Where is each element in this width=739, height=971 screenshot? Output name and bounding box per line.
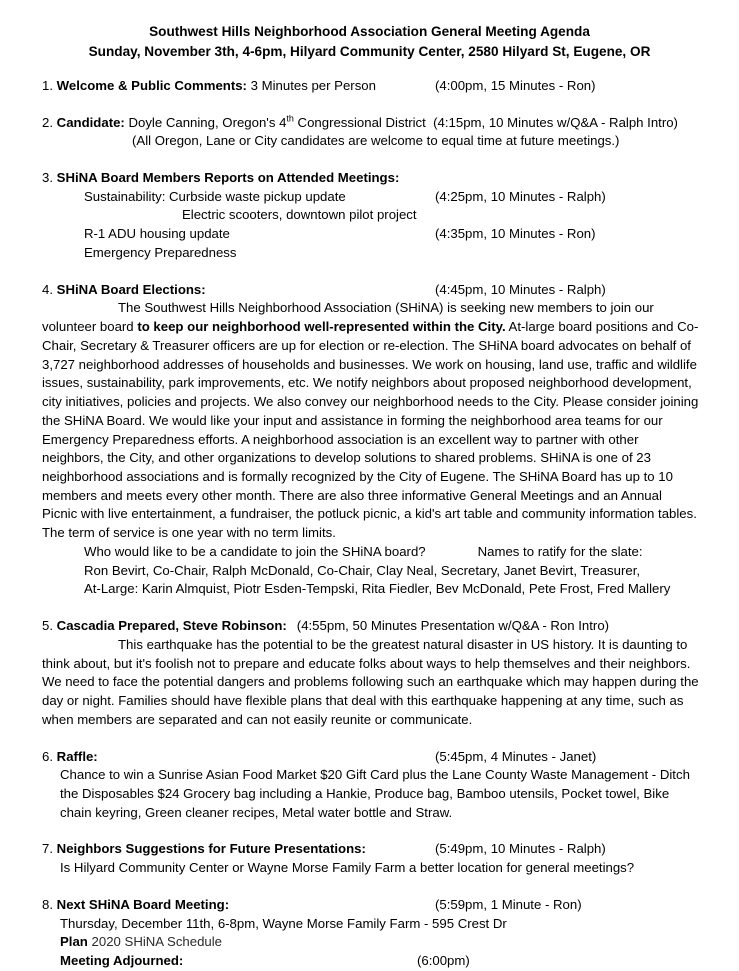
item-6-number: 6. bbox=[42, 748, 53, 764]
item-4-para-part2: At-large board positions and Co-Chair, Secretary & Treasurer officers are up for election or re-election. The SHiNA board advocates on behalf of 3,727 neighborhood addresses of households and businesses. We work on housing, land use, traffic and wildlife issues, sustainability, park improvements, etc. We notify neighbors about proposed neighborhood development, city initiatives, policies and projects. We also convey our neighborhood needs to the City. Please consider joining the SHiNA Board. We would like your input and assistance in forming the neighborhood area teams for our Emergency Preparedness efforts. A neighborhood association is an excellent way to partner with other neighbors, the City, and other organizations to develop solutions to shared problems. SHiNA is one of 23 neighborhood associations and is formally recognized by the City of Eugene. The SHiNA Board has up to 10 members and meets every other month. There are also three informative General Meetings and an Annual Picnic with live entertainment, a fundraiser, the potluck picnic, a kid's art table and community information tables. The term of service is one year with no term limits. bbox=[42, 319, 699, 541]
item-3-number: 3. bbox=[42, 169, 53, 185]
title-line-1: Southwest Hills Neighborhood Association General Meeting Agenda bbox=[149, 24, 590, 39]
item-4-time: (4:45pm, 10 Minutes - Ralph) bbox=[435, 281, 606, 297]
item-2-superscript: th bbox=[286, 113, 294, 124]
item-1-time: (4:00pm, 15 Minutes - Ron) bbox=[435, 77, 596, 93]
item-2-rest-a: Doyle Canning, Oregon's 4 bbox=[124, 114, 287, 130]
item-7-number: 7. bbox=[42, 841, 53, 857]
item-5-number: 5. bbox=[42, 618, 53, 634]
item-2-number: 2. bbox=[42, 114, 53, 130]
agenda-item-1 bbox=[42, 77, 699, 96]
item-4-slate-prompt: Names to ratify for the slate: bbox=[477, 543, 643, 559]
item-2-time: (4:15pm, 10 Minutes w/Q&A - Ralph Intro) bbox=[433, 114, 678, 130]
item-6-paragraph: Chance to win a Sunrise Asian Food Market $20 Gift Card plus the Lane County Waste Management - Ditch the Disposables $24 Grocery bag including a Hankie, Produce bag, Bamboo utensils, Pocket towel, Bike chain keyring, Green cleaner recipes, Metal water bottle and Straw. bbox=[60, 767, 690, 820]
item-3-heading bbox=[42, 169, 699, 188]
item-2-rest-b: Congressional District bbox=[293, 114, 426, 130]
item-1-heading bbox=[42, 77, 699, 96]
item-4-para-part1: The Southwest Hills Neighborhood Association (SHiNA) is seeking new members to join our volunteer board bbox=[42, 300, 654, 335]
item-8-plan-label: Plan bbox=[60, 934, 88, 950]
item-3-line-1 bbox=[42, 188, 699, 207]
item-4-slate-line-2: At-Large: Karin Almquist, Piotr Esden-Tempski, Rita Fiedler, Bev McDonald, Pete Frost, Fred Mallery bbox=[84, 581, 671, 597]
item-1-number: 1. bbox=[42, 77, 53, 93]
item-4-number: 4. bbox=[42, 281, 53, 297]
agenda-item-7 bbox=[42, 840, 699, 877]
item-3-line-3-time: (4:35pm, 10 Minutes - Ron) bbox=[435, 226, 596, 242]
item-2-heading bbox=[42, 114, 699, 133]
item-6-heading bbox=[42, 748, 699, 767]
item-3-line-2: Electric scooters, downtown pilot project bbox=[182, 207, 417, 223]
item-8-time: (5:59pm, 1 Minute - Ron) bbox=[435, 896, 582, 912]
item-3-line-4: Emergency Preparedness bbox=[84, 244, 237, 260]
title-line-2: Sunday, November 3th, 4-6pm, Hilyard Community Center, 2580 Hilyard St, Eugene, OR bbox=[88, 44, 651, 60]
item-3-line-3-text: R-1 ADU housing update bbox=[84, 226, 230, 242]
item-8-plan-rest: 2020 SHiNA Schedule bbox=[87, 934, 223, 950]
item-4-paragraph bbox=[0, 299, 699, 543]
agenda-item-8 bbox=[42, 896, 699, 971]
item-3-line-1-time: (4:25pm, 10 Minutes - Ralph) bbox=[435, 188, 606, 204]
item-4-candidate-question-row bbox=[42, 543, 699, 562]
agenda-item-3 bbox=[42, 169, 699, 263]
item-3-line-1-text: Sustainability: Curbside waste pickup update bbox=[84, 188, 346, 204]
item-1-rest: 3 Minutes per Person bbox=[246, 77, 376, 93]
item-6-label: Raffle: bbox=[56, 748, 98, 764]
item-3-line-3 bbox=[42, 225, 699, 244]
item-5-time: (4:55pm, 50 Minutes Presentation w/Q&A - Ron Intro) bbox=[296, 618, 610, 634]
meeting-adjourned-label: Meeting Adjourned: bbox=[60, 953, 184, 969]
item-8-number: 8. bbox=[42, 896, 53, 912]
item-5-label: Cascadia Prepared, Steve Robinson: bbox=[56, 618, 287, 634]
item-8-label: Next SHiNA Board Meeting: bbox=[56, 896, 230, 912]
item-2-note: (All Oregon, Lane or City candidates are welcome to equal time at future meetings.) bbox=[132, 133, 620, 149]
agenda-list bbox=[0, 77, 739, 971]
item-4-para-emphasis: to keep our neighborhood well-represented within the City. bbox=[137, 319, 506, 335]
item-4-slate-line-1: Ron Bevirt, Co-Chair, Ralph McDonald, Co-Chair, Clay Neal, Secretary, Janet Bevirt, Treasurer, bbox=[84, 562, 641, 578]
item-7-paragraph: Is Hilyard Community Center or Wayne Morse Family Farm a better location for general meetings? bbox=[60, 860, 635, 876]
item-4-heading bbox=[42, 281, 699, 300]
agenda-item-2 bbox=[42, 114, 699, 151]
item-8-line-2 bbox=[42, 933, 699, 952]
item-7-label: Neighbors Suggestions for Future Presentations: bbox=[56, 841, 366, 857]
meeting-adjourned-time: (6:00pm) bbox=[417, 953, 470, 969]
item-5-paragraph: This earthquake has the potential to be the greatest natural disaster in US history. It is daunting to think about, but it's foolish not to prepare and educate folks about ways to help themselves and their neighbors. We need to face the potential dangers and problems following such an earthquake which may happen during the day or night. Families should have flexible plans that deal with this earthquake happening at any time, such as when members are separated and can not easily reunite or communicate. bbox=[42, 636, 699, 727]
item-6-time: (5:45pm, 4 Minutes - Janet) bbox=[435, 748, 597, 764]
agenda-item-5 bbox=[42, 617, 699, 729]
item-8-line-1: Thursday, December 11th, 6-8pm, Wayne Morse Family Farm - 595 Crest Dr bbox=[60, 915, 507, 931]
item-4-candidate-question: Who would like to be a candidate to join the SHiNA board? bbox=[84, 543, 426, 559]
agenda-item-6 bbox=[42, 748, 699, 823]
item-8-heading bbox=[42, 896, 699, 915]
agenda-item-4 bbox=[42, 281, 699, 599]
item-2-label: Candidate: bbox=[56, 114, 125, 130]
item-8-adjourned-row bbox=[42, 952, 699, 971]
item-7-heading bbox=[42, 840, 699, 859]
item-1-label: Welcome & Public Comments: bbox=[56, 77, 247, 93]
item-7-time: (5:49pm, 10 Minutes - Ralph) bbox=[435, 841, 606, 857]
document-title bbox=[0, 0, 739, 63]
item-5-heading bbox=[42, 617, 699, 636]
item-3-label: SHiNA Board Members Reports on Attended Meetings: bbox=[56, 169, 400, 185]
item-4-label: SHiNA Board Elections: bbox=[56, 281, 206, 297]
